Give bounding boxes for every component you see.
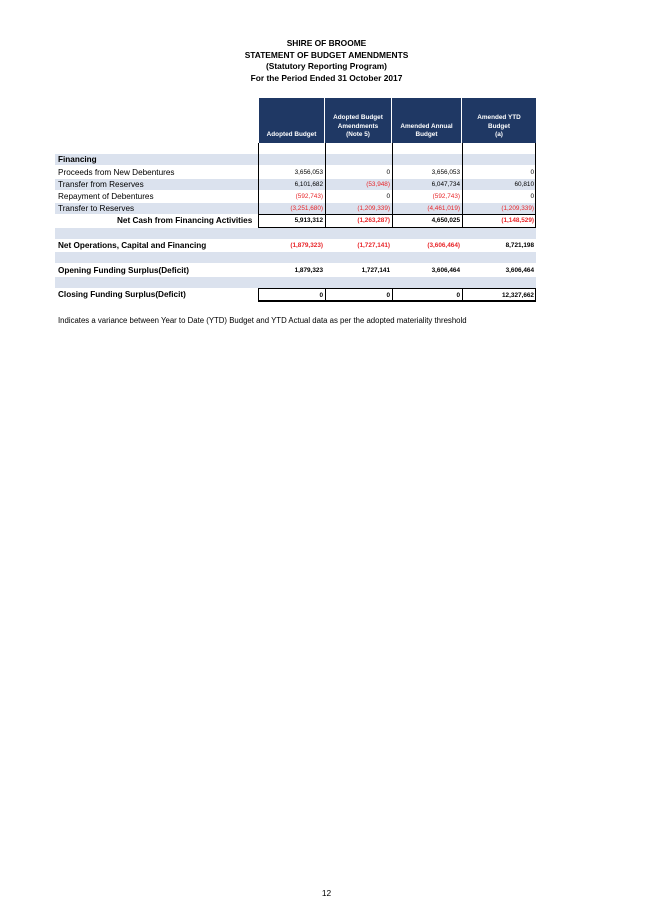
cell: 0: [319, 292, 323, 299]
cell: 0: [386, 292, 390, 299]
cell: (3,251,680): [290, 205, 323, 212]
cell: (4,461,019): [427, 205, 460, 212]
statement-title: STATEMENT OF BUDGET AMENDMENTS: [244, 49, 409, 60]
net-operations-label: Net Operations, Capital and Financing: [58, 241, 207, 250]
cell: 6,047,734: [431, 181, 460, 188]
cell: (1,209,339): [501, 205, 534, 212]
grid-line: [258, 288, 536, 289]
cell: 5,913,312: [294, 217, 323, 224]
cell: (1,263,287): [357, 217, 390, 224]
cell: (592,743): [295, 193, 323, 200]
cell: 60,810: [514, 181, 534, 188]
net-cash-label: Net Cash from Financing Activities: [117, 216, 253, 225]
cell: 1,879,323: [294, 267, 323, 274]
org-title: SHIRE OF BROOME: [286, 38, 367, 48]
grid-line: [258, 300, 536, 302]
cell: 1,727,141: [361, 267, 390, 274]
cell: (1,209,339): [357, 205, 390, 212]
cell: 3,606,464: [431, 267, 460, 274]
report-titles: [0, 38, 653, 84]
row-label: Proceeds from New Debentures: [58, 168, 175, 177]
col-header-amended-ytd: Amended YTD Budget (a): [462, 98, 536, 143]
col-header-amended-annual: Amended Annual Budget: [392, 98, 462, 143]
cell: 0: [386, 193, 390, 200]
materiality-note: Indicates a variance between Year to Date (YTD) Budget and YTD Actual data as per the adopted materiality threshold: [58, 316, 467, 325]
closing-surplus-label: Closing Funding Surplus(Deficit): [58, 290, 186, 299]
row-label: Repayment of Debentures: [58, 192, 154, 201]
cell: 0: [530, 193, 534, 200]
cell: 12,327,662: [502, 292, 534, 299]
cell: 3,656,053: [294, 169, 323, 176]
cell: (1,879,323): [290, 242, 323, 249]
period-title: For the Period Ended 31 October 2017: [250, 72, 403, 83]
cell: (3,606,464): [427, 242, 460, 249]
band-spacer-1: [55, 228, 536, 239]
cell: 0: [386, 169, 390, 176]
page-number: 12: [321, 888, 332, 898]
cell: 6,101,682: [294, 181, 323, 188]
cell: 0: [530, 169, 534, 176]
band-spacer-2: [55, 252, 536, 263]
cell: (1,727,141): [357, 242, 390, 249]
col-header-adopted-budget: Adopted Budget: [259, 98, 325, 143]
cell: 3,606,464: [505, 267, 534, 274]
cell: (53,948): [366, 181, 390, 188]
grid-line: [258, 214, 536, 215]
row-label: Transfer to Reserves: [58, 204, 135, 213]
cell: 0: [456, 292, 460, 299]
cell: (1,148,529): [501, 217, 534, 224]
col-header-amendments: Adopted Budget Amendments (Note 5): [325, 98, 392, 143]
band-spacer-3: [55, 277, 536, 288]
band-section: [55, 154, 536, 165]
cell: 4,650,025: [431, 217, 460, 224]
grid-line: [258, 227, 536, 228]
program-title: (Statutory Reporting Program): [266, 61, 387, 71]
section-financing: Financing: [58, 155, 97, 164]
row-label: Transfer from Reserves: [58, 180, 144, 189]
opening-surplus-label: Opening Funding Surplus(Deficit): [58, 266, 189, 275]
cell: 3,656,053: [431, 169, 460, 176]
cell: 8,721,198: [505, 242, 534, 249]
cell: (592,743): [432, 193, 460, 200]
